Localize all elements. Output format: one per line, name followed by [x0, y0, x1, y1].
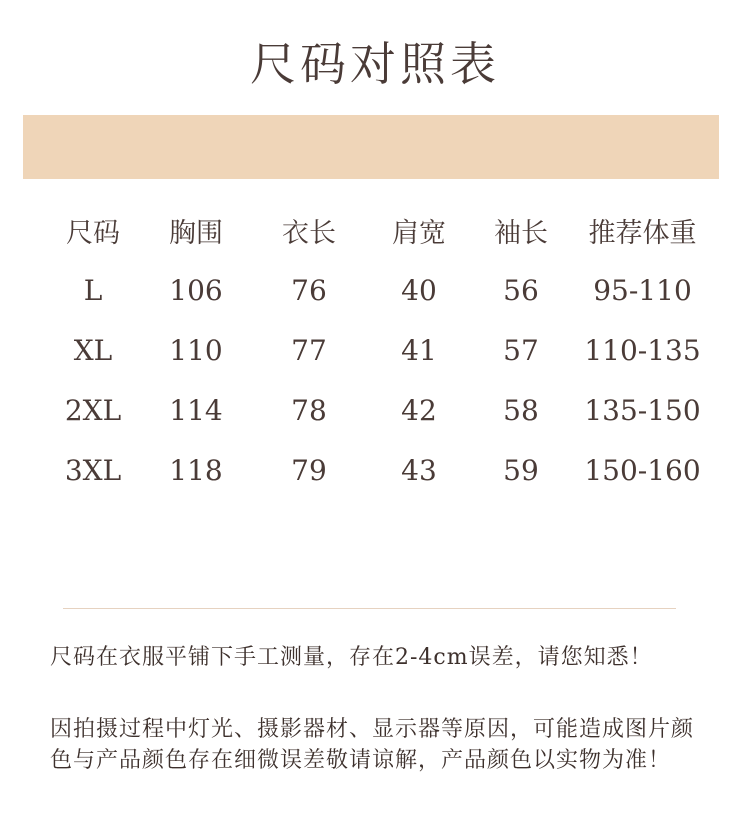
divider — [63, 608, 676, 609]
table-cell: 118 — [169, 453, 223, 487]
table-cell: 59 — [503, 453, 539, 487]
table-cell: 110-135 — [584, 333, 701, 367]
table-cell: 42 — [401, 393, 437, 427]
table-cell: 78 — [291, 393, 327, 427]
table-cell: 41 — [401, 333, 437, 367]
column-header-size: 尺码 — [66, 217, 120, 249]
table-cell: 114 — [169, 393, 223, 427]
decorative-band — [23, 115, 719, 179]
column-header-sleeve: 袖长 — [494, 217, 548, 249]
column-header-shoulder: 肩宽 — [392, 217, 446, 249]
table-cell: 135-150 — [584, 393, 701, 427]
table-cell: 79 — [291, 453, 327, 487]
table-cell: 76 — [291, 273, 327, 307]
table-cell: L — [83, 273, 103, 307]
page-title: 尺码对照表 — [250, 37, 500, 91]
table-cell: 43 — [401, 453, 437, 487]
table-cell: 2XL — [64, 393, 122, 427]
table-cell: 110 — [169, 333, 223, 367]
table-cell: XL — [73, 333, 113, 367]
column-header-length: 衣长 — [282, 217, 336, 249]
column-header-weight: 推荐体重 — [588, 217, 697, 249]
table-cell: 3XL — [64, 453, 122, 487]
table-cell: 56 — [503, 273, 539, 307]
table-cell: 58 — [503, 393, 539, 427]
table-cell: 106 — [169, 273, 223, 307]
table-row — [40, 260, 709, 320]
size-chart-table — [40, 200, 709, 500]
column-header-chest: 胸围 — [169, 217, 223, 249]
table-cell: 40 — [401, 273, 437, 307]
table-cell: 57 — [503, 333, 539, 367]
table-row — [40, 380, 709, 440]
table-cell: 95-110 — [593, 273, 692, 307]
table-header-row — [40, 200, 709, 260]
table-cell: 150-160 — [584, 453, 701, 487]
color-disclaimer: 因拍摄过程中灯光、摄影器材、显示器等原因，可能造成图片颜色与产品颜色存在细微误差敬请谅解，产品颜色以实物为准！ — [50, 717, 695, 773]
table-cell: 77 — [291, 333, 327, 367]
measurement-notice: 尺码在衣服平铺下手工测量，存在2-4cm误差，请您知悉！ — [50, 645, 653, 670]
table-row — [40, 320, 709, 380]
table-row — [40, 440, 709, 500]
